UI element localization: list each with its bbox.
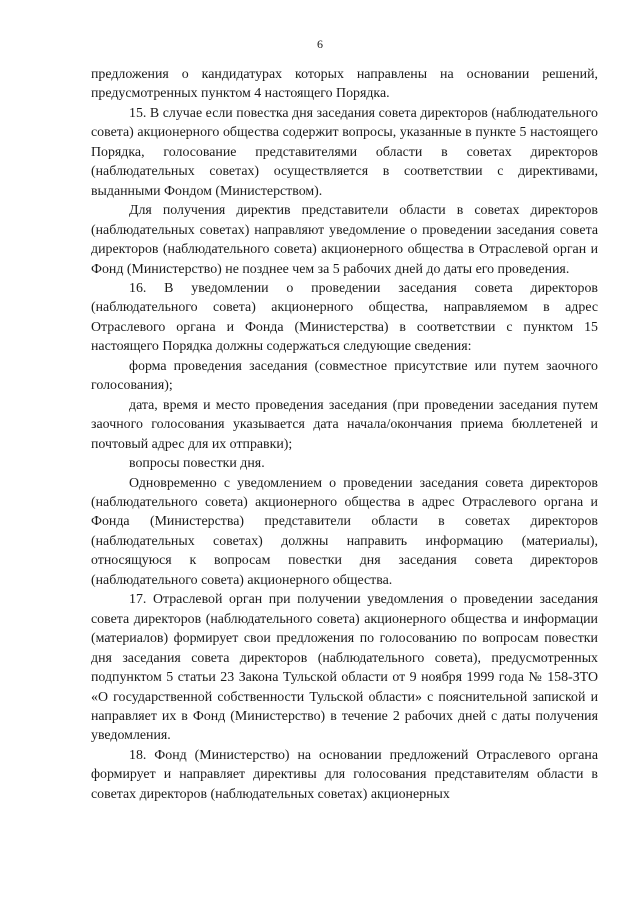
paragraph-agenda-items: вопросы повестки дня. — [129, 456, 265, 472]
paragraph-directives-request: Для получения директив представители области в советах директоров (наблюдательных советах) направляют уведомление о проведении заседания совета директоров (наблюдательного совета) акционерного общества в Отраслевой орган и Фонд (Министерство) не позднее чем за 5 рабочих дней до даты его проведения. — [91, 203, 598, 277]
paragraph-meeting-datetime: дата, время и место проведения заседания (при проведении заседания путем заочного голосования указывается дата начала/окончания приема бюллетеней и почтовый адрес для их отправки); — [91, 397, 598, 452]
paragraph-item-18: 18. Фонд (Министерство) на основании предложений Отраслевого органа формирует и направляет директивы для голосования представителям области в советах директоров (наблюдательных советах) акционерных — [91, 747, 598, 802]
paragraph-meeting-form: форма проведения заседания (совместное присутствие или путем заочного голосования); — [91, 358, 598, 394]
paragraph-continuation: предложения о кандидатурах которых направлены на основании решений, предусмотренных пунктом 4 настоящего Порядка. — [91, 67, 598, 102]
paragraph-item-17: 17. Отраслевой орган при получении уведомления о проведении заседания совета директоров (наблюдательного совета) акционерного общества и информации (материалов) формирует свои предложения по голосованию по вопросам повестки дня заседания совета директоров (наблюдательного совета), предусмотренных подпунктом 5 статьи 23 Закона Тульской области от 9 ноября 1999 года № 158-ЗТО «О государственной собственности Тульской области» с пояснительной запиской и направляет их в Фонд (Министерство) в течение 2 рабочих дней с даты получения уведомления. — [91, 592, 598, 744]
paragraph-item-16: 16. В уведомлении о проведении заседания совета директоров (наблюдательного совета) акционерного общества, направляемом в адрес Отраслевого органа и Фонда (Министерства) в соответствии с пунктом 15 настоящего Порядка должны содержаться следующие сведения: — [91, 280, 598, 355]
paragraph-item-15: 15. В случае если повестка дня заседания совета директоров (наблюдательного совета) акционерного общества содержит вопросы, указанные в пункте 5 настоящего Порядка, голосование представителями области в советах директоров (наблюдательных советах) осуществляется в соответствии с директивами, выданными Фондом (Министерством). — [91, 105, 598, 199]
page-number: 6 — [317, 37, 323, 51]
document-body — [91, 65, 598, 804]
paragraph-materials: Одновременно с уведомлением о проведении заседания совета директоров (наблюдательного совета) акционерного общества в адрес Отраслевого органа и Фонда (Министерства) представители области в советах директоров (наблюдательных советах) должны направить информацию (материалы), относящуюся к вопросам повестки дня заседания совета директоров (наблюдательного совета) акционерного общества. — [91, 475, 598, 588]
